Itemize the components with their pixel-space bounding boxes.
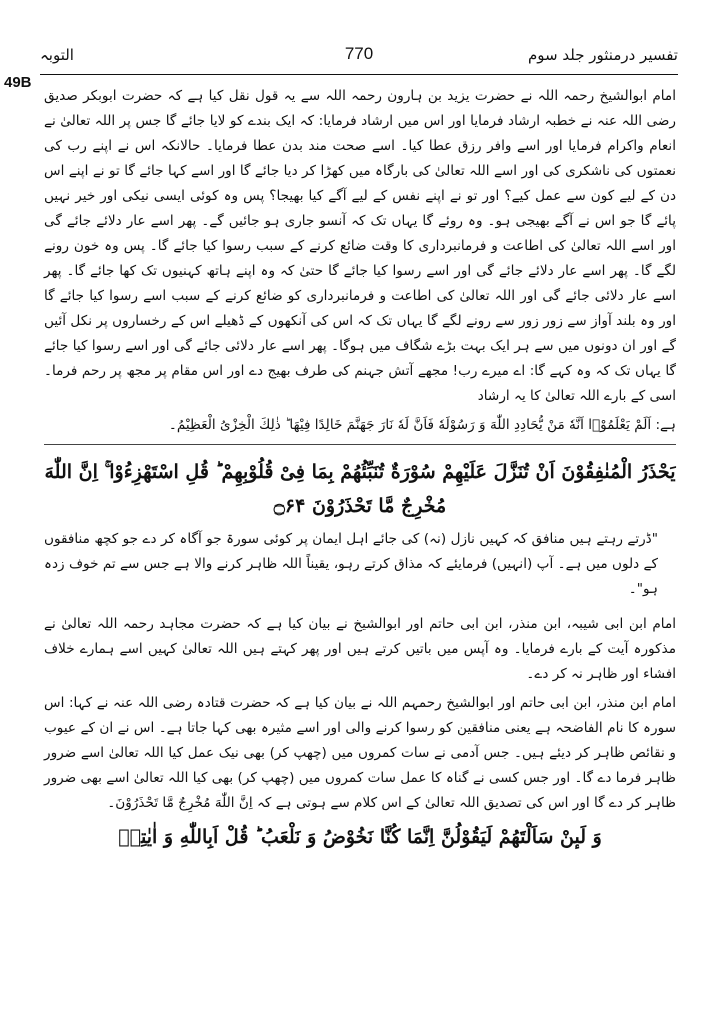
book-title: تفسیر درمنثور جلد سوم [528, 46, 678, 64]
quran-ayah-64: یَحْذَرُ الْمُنٰفِقُوْنَ اَنْ تُنَزَّلَ عَلَیْهِمْ سُوْرَةٌ تُنَبِّئُهُمْ بِمَا فِیْ قُلُوْبِهِمْ ؕ قُلِ اسْتَهْزِءُوْا ۚ اِنَّ اللّٰهَ مُخْرِجٌ مَّا تَحْذَرُوْنَ ۝۶۴ [44, 461, 676, 517]
side-page-label: 49B [4, 74, 32, 91]
quran-ayah-65: وَ لَىٕنْ سَاَلْتَهُمْ لَیَقُوْلُنَّ اِنَّمَا كُنَّا نَخُوْضُ وَ نَلْعَبُ ؕ قُلْ اَبِاللّٰهِ وَ اٰیٰتِهٖ [118, 826, 602, 848]
page-number: 770 [344, 44, 374, 63]
paragraph-qatadah-commentary: امام ابن منذر، ابن ابی حاتم اور ابوالشیخ رحمہم اللہ نے بیان کیا ہے کہ حضرت قتادہ رضی اللہ عنہ نے کہا: اس سورہ کا نام الفاضحہ ہے یعنی منافقین کو رسوا کرنے والی اور اسے مثیرہ بھی کہا جاتا ہے۔ اس نے ان کے عیوب و نقائص ظاہر کر دیئے ہیں۔ جس آدمی نے سات کمروں میں (چھپ کر) بھی نیک عمل کیا اللہ تعالیٰ اسے ضرور ظاہر فرما دے گا۔ اور جس کسی نے گناہ کا عمل سات کمروں میں (چھپ کر) بھی کیا اللہ تعالیٰ اسے بھی ضرور ظاہر کر دے گا اور اس کی تصدیق اللہ تعالیٰ کے اس کلام سے ہوتی ہے کہ اِنَّ اللّٰهَ مُخْرِجٌ مَّا تَحْذَرُوْنَ۔ [44, 695, 676, 811]
divider [44, 444, 676, 445]
header-rule [40, 74, 678, 75]
quoted-verse-reference: ہے: اَلَمْ یَعْلَمُوْۤا اَنَّهٗ مَنْ یُّحَادِدِ اللّٰهَ وَ رَسُوْلَهٗ فَاَنَّ لَهٗ نَارَ جَهَنَّمَ خَالِدًا فِیْهَا ؕ ذٰلِكَ الْخِزْیُ الْعَظِیْمُ۔ [168, 417, 676, 433]
surah-name: التوبہ [40, 46, 74, 64]
ayah-translation: "ڈرتے رہتے ہیں منافق کہ کہیں نازل (نہ) کی جائے اہل ایمان پر کوئی سورۃ جو آگاہ کر دے جو کچھ منافقوں کے دلوں میں ہے۔ آپ (انہیں) فرمایئے کہ مذاق کرتے رہو، یقیناً اللہ ظاہر کرنے والا ہے جس سے تم خوف زدہ ہو"۔ [44, 531, 658, 597]
page-content [44, 84, 676, 856]
paragraph-mujahid-commentary: امام ابن ابی شیبہ، ابن منذر، ابن ابی حاتم اور ابوالشیخ نے بیان کیا ہے کہ حضرت مجاہد رحمہ اللہ تعالیٰ نے مذکورہ آیت کے بارے فرمایا۔ وہ آپس میں باتیں کرتے ہیں اور پھر کہتے ہیں اللہ تعالیٰ کہیں اسے ہمارے خلاف افشاء اور ظاہر نہ کر دے۔ [44, 616, 676, 682]
page-header [40, 44, 678, 74]
paragraph-abu-bakr-narration: امام ابوالشیخ رحمہ اللہ نے حضرت یزید بن ہارون رحمہ اللہ سے یہ قول نقل کیا ہے کہ حضرت ابوبکر صدیق رضی اللہ عنہ نے خطبہ ارشاد فرمایا اور اس میں ارشاد فرمایا: کہ ایک بندے کو لایا جائے گا جس پر اللہ تعالیٰ نے انعام واکرام فرمایا اور اسے وافر رزق عطا کیا۔ اسے صحت مند بدن عطا فرمایا۔ حالانکہ اس نے اپنے رب کی نعمتوں کی ناشکری کی اور اسے اللہ تعالیٰ کی بارگاہ میں کھڑا کر دیا جائے گا اور اسے کہا جائے گا تو نے اپنے اس دن کے لیے کون سے عمل کیے؟ اور تو نے اپنے نفس کے لیے آگے کیا بھیجا؟ پس وہ کوئی ایسی نیکی اور خیر نہیں پائے گا جو اس نے آگے بھیجی ہو۔ وہ روئے گا یہاں تک کہ آنسو جاری ہو جائیں گے۔ پھر اسے عار دلائے جائے گی اور اسے اللہ تعالیٰ کی اطاعت و فرمانبرداری کا وقت ضائع کرنے کے سبب رسوا کیا جائے گا۔ پس وہ خون رونے لگے گا۔ پھر اسے عار دلائے جائے گی اور اسے رسوا کیا جائے گا حتیٰ کہ وہ اپنے ہاتھ کہنیوں تک کھا جائے گا۔ پھر اسے عار دلائی جائے گی اور اللہ تعالیٰ کی اطاعت و فرمانبرداری کو ضائع کرنے کے سبب اسے رسوا کیا جائے گا اور وہ بلند آواز سے زور زور سے رونے لگے گا یہاں تک کہ اس کی آنکھوں کے ڈھیلے اس کے رخساروں پر نکل آئیں گے اور ان دونوں میں سے ہر ایک بہت بڑے شگاف میں ہوگا۔ پھر اسے عار دلائی جائے گی اور اسے رسوا کیا جائے گا یہاں تک کہ وہ کہے گا: اے میرے رب! مجھے آتش جہنم کی طرف بھیج دے اور اس مقام پر مجھ پر رحم فرما۔ اسی کے بارے اللہ تعالیٰ کا یہ ارشاد [44, 88, 676, 404]
